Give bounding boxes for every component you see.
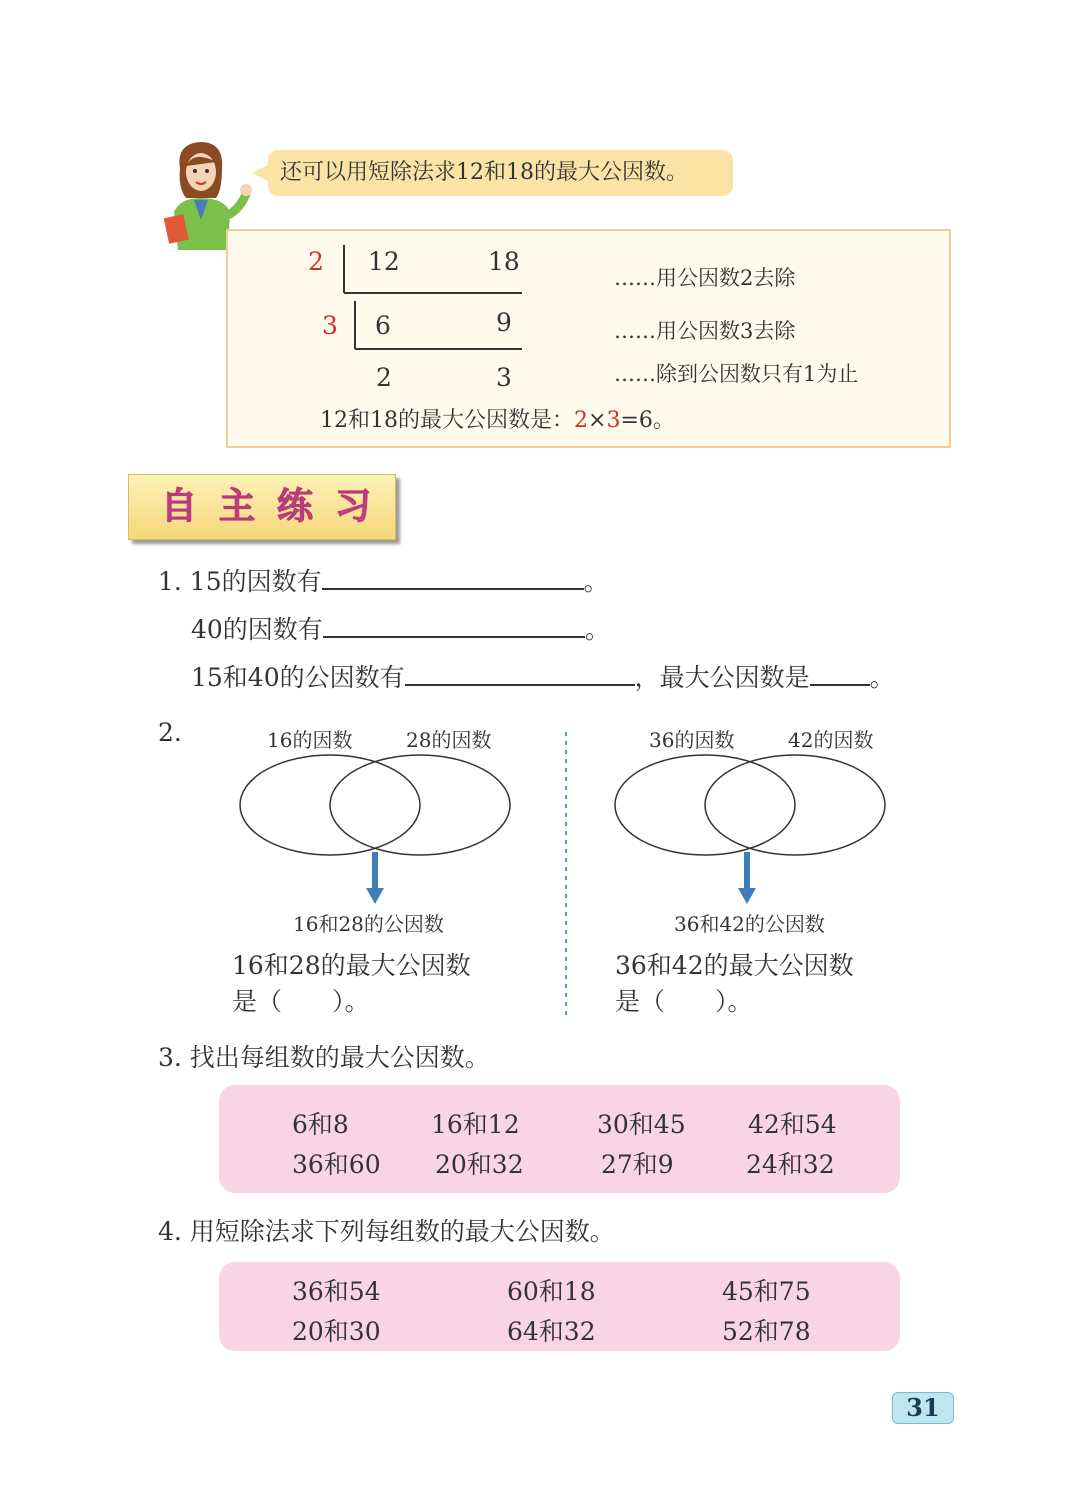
dividend-a-2: 6 [375, 311, 391, 340]
number-pair: 52和78 [722, 1317, 811, 1346]
q1-line1-text: 1. 15的因数有 [158, 567, 322, 596]
number-pair: 27和9 [601, 1150, 674, 1179]
number-pair: 64和32 [507, 1317, 596, 1346]
dividend-b-1: 18 [488, 247, 520, 276]
number-pair: 60和18 [507, 1277, 596, 1306]
q1-line2-text: 40的因数有 [191, 615, 323, 644]
divisor-2: 3 [322, 311, 338, 340]
q1-line1-end: 。 [583, 567, 609, 596]
venn-left-answer-line2[interactable]: 是（ ）。 [232, 987, 370, 1016]
venn-left-common: 16和28的公因数 [293, 912, 444, 936]
section-title: 自主练习 [128, 474, 396, 540]
q2-number: 2. [158, 718, 182, 747]
venn-right-common: 36和42的公因数 [674, 912, 825, 936]
number-pair: 20和32 [435, 1150, 524, 1179]
venn-left-label-b: 28的因数 [406, 728, 492, 752]
quotient-a: 2 [376, 363, 392, 392]
venn-right-label-a: 36的因数 [649, 728, 735, 752]
venn-left-label-a: 16的因数 [267, 728, 353, 752]
page-number: 31 [892, 1392, 954, 1424]
venn-right-label-b: 42的因数 [788, 728, 874, 752]
q3-pairs-box [219, 1085, 900, 1193]
q1-line3-mid: ，最大公因数是 [634, 663, 810, 692]
number-pair: 24和32 [746, 1150, 835, 1179]
result-prefix: 12和18的最大公因数是： [320, 408, 574, 433]
venn-left-answer-line1: 16和28的最大公因数 [232, 951, 471, 980]
number-pair: 36和54 [292, 1277, 381, 1306]
divisor-1: 2 [308, 247, 324, 276]
number-pair: 20和30 [292, 1317, 381, 1346]
speech-bubble: 还可以用短除法求12和18的最大公因数。 [268, 150, 733, 196]
number-pair: 6和8 [292, 1110, 349, 1139]
result-equals: =6。 [620, 408, 675, 433]
q4-title: 4. 用短除法求下列每组数的最大公因数。 [158, 1217, 615, 1246]
q1-line3-text: 15和40的公因数有 [191, 663, 405, 692]
division-note-2: ……用公因数3去除 [614, 319, 796, 343]
result-times: × [588, 408, 607, 433]
division-note-3: ……除到公因数只有1为止 [614, 362, 859, 386]
venn-right-answer-line1: 36和42的最大公因数 [615, 951, 854, 980]
q1-line2-end: 。 [584, 615, 610, 644]
division-note-1: ……用公因数2去除 [614, 266, 796, 290]
number-pair: 45和75 [722, 1277, 811, 1306]
number-pair: 36和60 [292, 1150, 381, 1179]
result-factor-2: 3 [606, 408, 621, 433]
result-factor-1: 2 [574, 408, 588, 433]
number-pair: 42和54 [748, 1110, 837, 1139]
q1-line3-end: 。 [869, 663, 895, 692]
dividend-b-2: 9 [496, 308, 512, 337]
number-pair: 16和12 [431, 1110, 520, 1139]
dividend-a-1: 12 [368, 247, 400, 276]
q4-pairs-box [219, 1262, 900, 1351]
number-pair: 30和45 [597, 1110, 686, 1139]
quotient-b: 3 [496, 363, 512, 392]
q3-title: 3. 找出每组数的最大公因数。 [158, 1043, 490, 1072]
venn-right-answer-line2[interactable]: 是（ ）。 [615, 987, 753, 1016]
